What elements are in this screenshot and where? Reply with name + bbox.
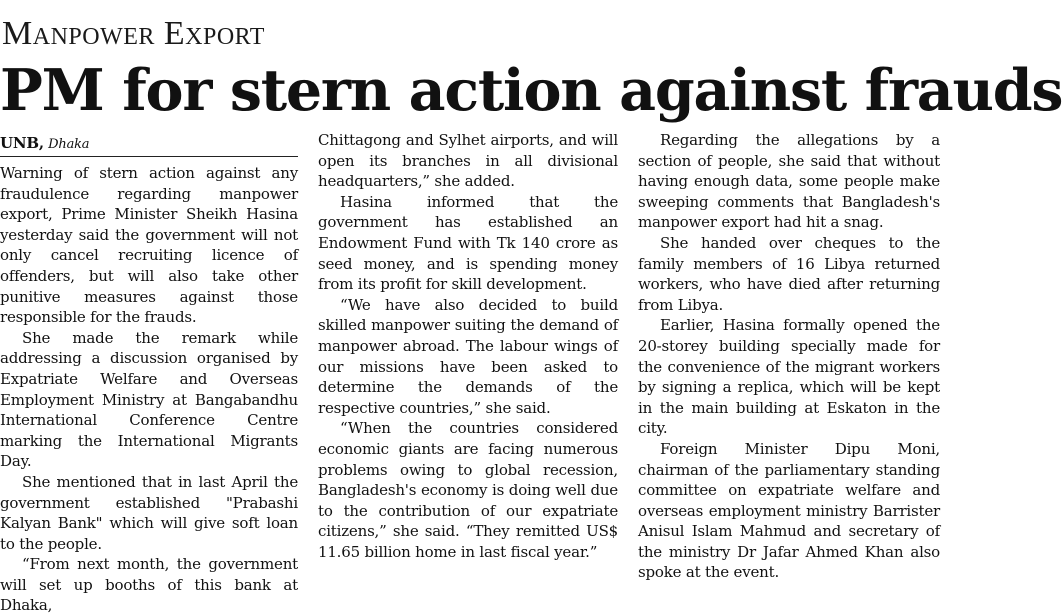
paragraph: She made the remark while addressing a discussion organised by Expatriate Welfare and Overseas Employment Ministry at Bangabandhu International Conference Centre marking the International Migrants Day. [0,328,298,471]
byline [0,130,298,157]
paragraph: Regarding the allegations by a section of people, she said that without having enough data, some people make sweeping comments that Bangladesh's manpower export had hit a snag. [638,131,940,232]
column-3 [638,130,940,600]
paragraph: Warning of stern action against any fraudulence regarding manpower export, Prime Minister Sheikh Hasina yesterday said the government will not only cancel recruiting licence of offenders, but will also take other punitive measures against those responsible for the frauds. [0,164,298,327]
paragraph: “We have also decided to build skilled manpower suiting the demand of manpower abroad. The labour wings of our missions have been asked to determine the demands of the respective countries,” she said. [318,295,618,417]
headline: PM for stern action against frauds [0,57,1062,124]
paragraph: She handed over cheques to the family members of 16 Libya returned workers, who have died after returning from Libya. [638,233,940,314]
paragraph: Foreign Minister Dipu Moni, chairman of the parliamentary standing committee on expatriate welfare and overseas employment ministry Barrister Anisul Islam Mahmud and secretary of the ministry Dr Jafar Ahmed Khan also spoke at the event. [638,439,940,582]
byline-place: Dhaka [48,137,90,152]
paragraph: “When the countries considered economic giants are facing numerous problems owing to global recession, Bangladesh's economy is doing well due to the contribution of our expatriate citizens,” she said. “They remitted US$ 11.65 billion home in last fiscal year.” [318,419,618,561]
paragraph: She mentioned that in last April the government established "Prabashi Kalyan Bank" which will give soft loan to the people. [0,472,298,553]
paragraph: Hasina informed that the government has established an Endowment Fund with Tk 140 crore as seed money, and is spending money from its profit for skill development. [318,192,618,294]
paragraph-split-start: “From next month, the government will set up booths of this bank at Dhaka, [0,555,298,615]
kicker: Manpower Export [2,15,265,52]
byline-agency: UNB, [0,134,44,152]
column-2 [318,130,618,600]
paragraph: Earlier, Hasina formally opened the 20-storey building specially made for the convenience of the migrant workers by signing a replica, which will be kept in the main building at Eskaton in the city. [638,316,940,438]
column-1 [0,130,298,615]
paragraph-split-end: Chittagong and Sylhet airports, and will open its branches in all divisional headquarters,” she added. [318,131,618,191]
